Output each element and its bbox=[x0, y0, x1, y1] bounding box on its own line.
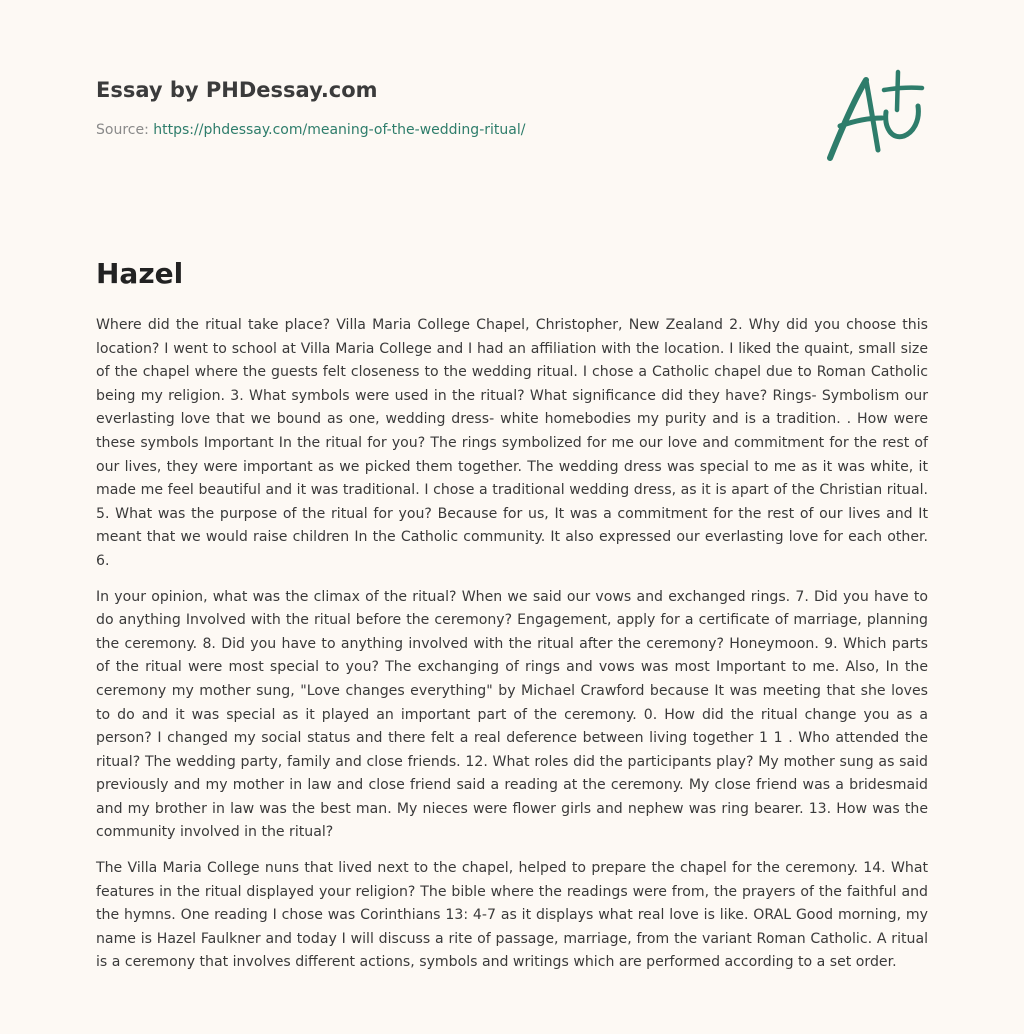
source-label: Source: bbox=[96, 122, 149, 138]
a-plus-grade-icon bbox=[818, 66, 930, 168]
source-link[interactable]: https://phdessay.com/meaning-of-the-wedding-ritual/ bbox=[153, 122, 526, 138]
essay-paragraph: Where did the ritual take place? Villa Maria College Chapel, Christopher, New Zealand 2. Why did you choose this location? I went to school at Villa Maria College and I had an affiliation with the location. I liked the quaint, small size of the chapel where the guests felt closeness to the wedding ritual. I chose a Catholic chapel due to Roman Catholic being my religion. 3. What symbols were used in the ritual? What significance did they have? Rings- Symbolism our everlasting love that we bound as one, wedding dress- white homebodies my purity and is a tradition. . How were these symbols Important In the ritual for you? The rings symbolized for me our love and commitment for the rest of our lives, they were important as we picked them together. The wedding dress was special to me as it was white, it made me feel beautiful and it was traditional. I chose a traditional wedding dress, as it is apart of the Christian ritual. 5. What was the purpose of the ritual for you? Because for us, It was a commitment for the rest of our lives and It meant that we would raise children In the Catholic community. It also expressed our everlasting love for each other. 6. bbox=[96, 317, 928, 569]
source-line bbox=[96, 120, 796, 140]
site-title: Essay by PHDessay.com bbox=[96, 78, 378, 102]
essay-body bbox=[96, 314, 928, 987]
essay-paragraph: The Villa Maria College nuns that lived next to the chapel, helped to prepare the chapel for the ceremony. 14. What features in the ritual displayed your religion? The bible where the readings were from, the prayers of the faithful and the hymns. One reading I chose was Corinthians 13: 4-7 as it displays what real love is like. ORAL Good morning, my name is Hazel Faulkner and today I will discuss a rite of passage, marriage, from the variant Roman Catholic. A ritual is a ceremony that involves different actions, symbols and writings which are performed according to a set order. bbox=[96, 860, 928, 971]
essay-title: Hazel bbox=[96, 257, 184, 290]
page-header bbox=[96, 74, 796, 140]
essay-paragraph: In your opinion, what was the climax of the ritual? When we said our vows and exchanged rings. 7. Did you have to do anything Involved with the ritual before the ceremony? Engagement, apply for a certificate of marriage, planning the ceremony. 8. Did you have to anything involved with the ritual after the ceremony? Honeymoon. 9. Which parts of the ritual were most special to you? The exchanging of rings and vows was most Important to me. Also, In the ceremony my mother sung, "Love changes everything" by Michael Crawford because It was meeting that she loves to do and it was special as it played an important part of the ceremony. 0. How did the ritual change you as a person? I changed my social status and there felt a real deference between living together 1 1 . Who attended the ritual? The wedding party, family and close friends. 12. What roles did the participants play? My mother sung as said previously and my mother in law and close friend said a reading at the ceremony. My close friend was a bridesmaid and my brother in law was the best man. My nieces were flower girls and nephew was ring bearer. 13. How was the community involved in the ritual? bbox=[96, 588, 928, 841]
